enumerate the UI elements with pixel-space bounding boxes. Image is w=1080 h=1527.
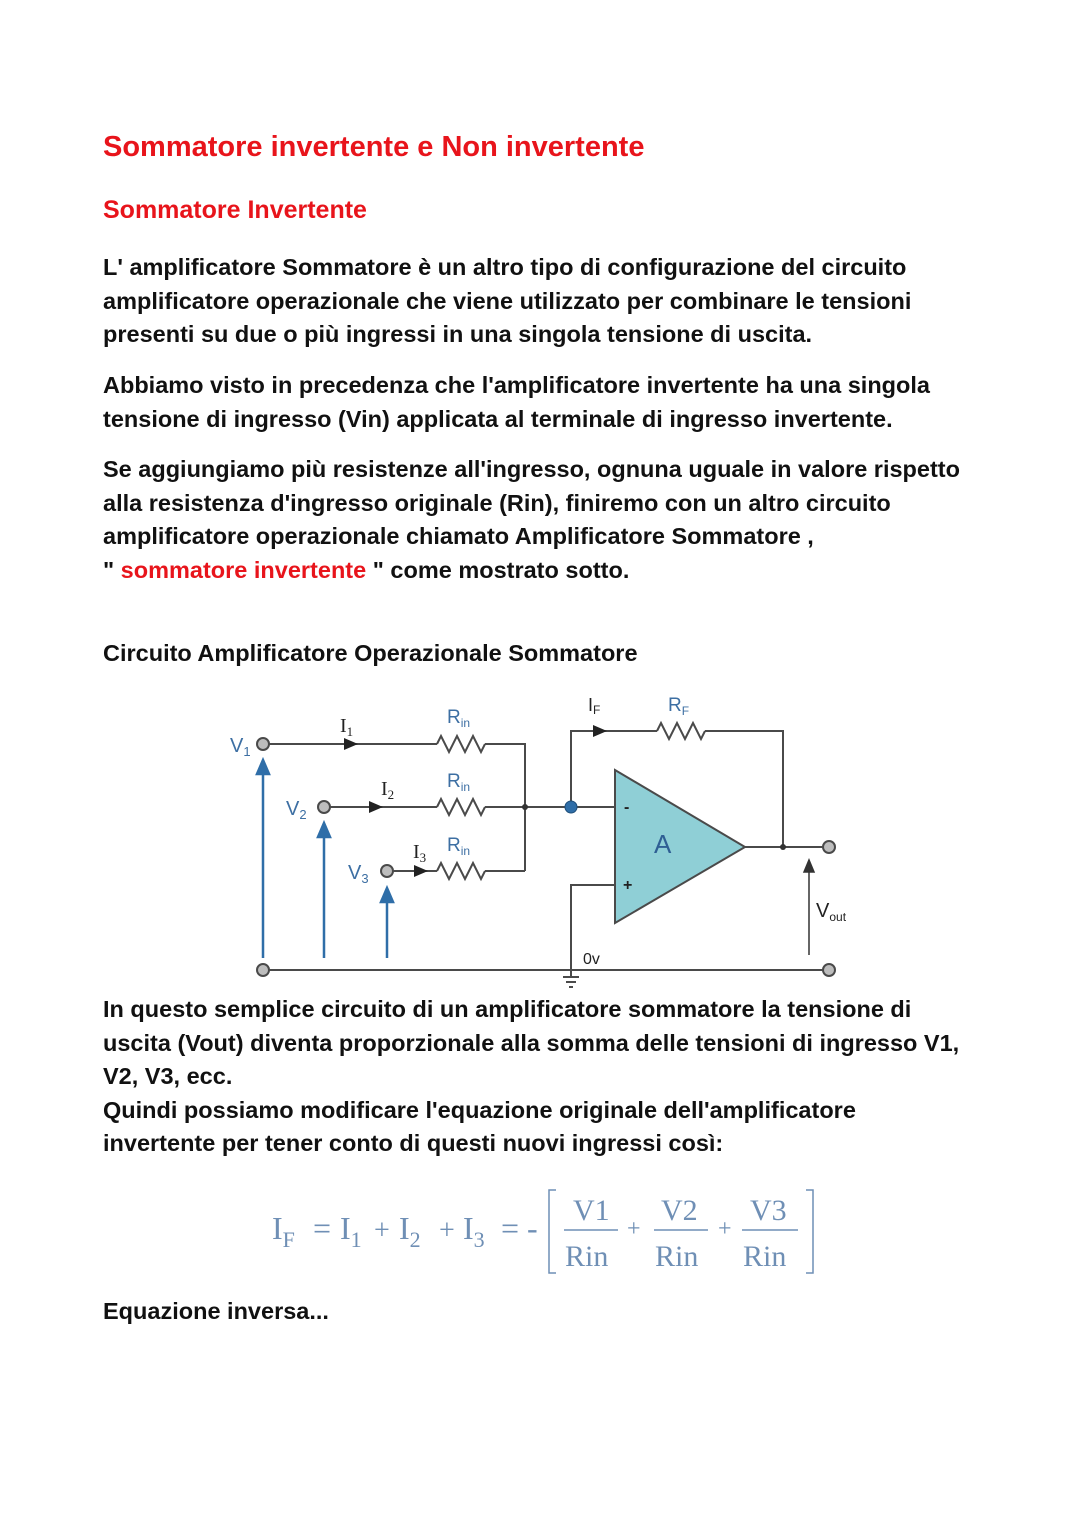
- text-line: invertente per tener conto di questi nuovi ingressi così:: [103, 1130, 724, 1156]
- text-line: In questo semplice circuito di un amplificatore sommatore la tensione di: [103, 996, 912, 1022]
- label-minus: -: [624, 799, 630, 816]
- text-line: Se aggiungiamo più resistenze all'ingresso, ognuna uguale in valore rispetto: [103, 456, 960, 482]
- eq-i2: $I_2$: [399, 1210, 421, 1252]
- eq-num-2: V2: [661, 1194, 698, 1227]
- eq-equals-2: =: [501, 1210, 520, 1246]
- eq-plus-2: +: [439, 1215, 455, 1246]
- eq-den-1: Rin: [565, 1240, 609, 1273]
- text-line: Quindi possiamo modificare l'equazione originale dell'amplificatore: [103, 1096, 856, 1123]
- eq-minus: -: [527, 1210, 538, 1246]
- eq-plus-3: +: [627, 1216, 641, 1242]
- label-v2: $V_2$: [286, 798, 307, 822]
- label-rin-2: $R_{in}$: [447, 771, 471, 794]
- label-v3: $V_3$: [348, 862, 369, 886]
- eq-plus-1: +: [374, 1215, 390, 1246]
- text-line: V2, V3, ecc.: [103, 1063, 233, 1089]
- text-line: amplificatore operazionale che viene utilizzato per combinare le tensioni: [103, 287, 912, 314]
- text-line: tensione di ingresso (Vin) applicata al terminale di ingresso invertente.: [103, 405, 893, 432]
- section-title: Sommatore Invertente: [103, 196, 367, 224]
- label-i1: $I_1$: [340, 715, 354, 739]
- label-if: IF: [588, 695, 601, 717]
- eq-num-1: V1: [573, 1194, 610, 1227]
- eq-equals-1: =: [313, 1210, 332, 1246]
- label-rf: $R_F$: [668, 695, 690, 718]
- eq-plus-4: +: [718, 1216, 732, 1242]
- eq-den-2: Rin: [655, 1240, 699, 1273]
- footer-text: Equazione inversa...: [103, 1298, 329, 1324]
- eq-if: $I_F$: [272, 1210, 295, 1252]
- circuit-caption: Circuito Amplificatore Operazionale Sommatore: [103, 640, 638, 666]
- label-rin-1: $R_{in}$: [447, 707, 471, 730]
- label-i3: $I_3$: [413, 841, 427, 865]
- quote-close: " come mostrato sotto.: [366, 556, 630, 583]
- highlight-term: sommatore invertente: [120, 556, 367, 583]
- page-title: Sommatore invertente e Non invertente: [103, 131, 645, 163]
- label-v1: $V_1$: [230, 735, 251, 759]
- eq-i1: $I_1$: [340, 1210, 362, 1252]
- quote-open: ": [103, 556, 121, 583]
- text-line: uscita (Vout) diventa proporzionale alla somma delle tensioni di ingresso V1,: [103, 1029, 960, 1056]
- label-plus: +: [623, 877, 633, 894]
- bracket-left: [549, 1190, 556, 1273]
- label-rin-3: $R_{in}$: [447, 835, 471, 858]
- eq-num-3: V3: [750, 1194, 787, 1227]
- label-i2: $I_2$: [381, 778, 395, 802]
- eq-den-3: Rin: [743, 1240, 787, 1273]
- text-line: L' amplificatore Sommatore è un altro tipo di configurazione del circuito: [103, 254, 907, 280]
- label-vout: $V_{out}$: [816, 900, 847, 924]
- text-line: presenti su due o più ingressi in una singola tensione di uscita.: [103, 321, 813, 347]
- text-line: amplificatore operazionale chiamato Amplificatore Sommatore ,: [103, 523, 814, 549]
- text-line: Abbiamo visto in precedenza che l'amplificatore invertente ha una singola: [103, 372, 930, 398]
- label-ground: 0v: [583, 951, 600, 968]
- text-line: alla resistenza d'ingresso originale (Rin), finiremo con un altro circuito: [103, 489, 891, 516]
- eq-i3: $I_3$: [463, 1210, 485, 1252]
- label-opamp: A: [654, 829, 672, 859]
- bracket-right: [806, 1190, 813, 1273]
